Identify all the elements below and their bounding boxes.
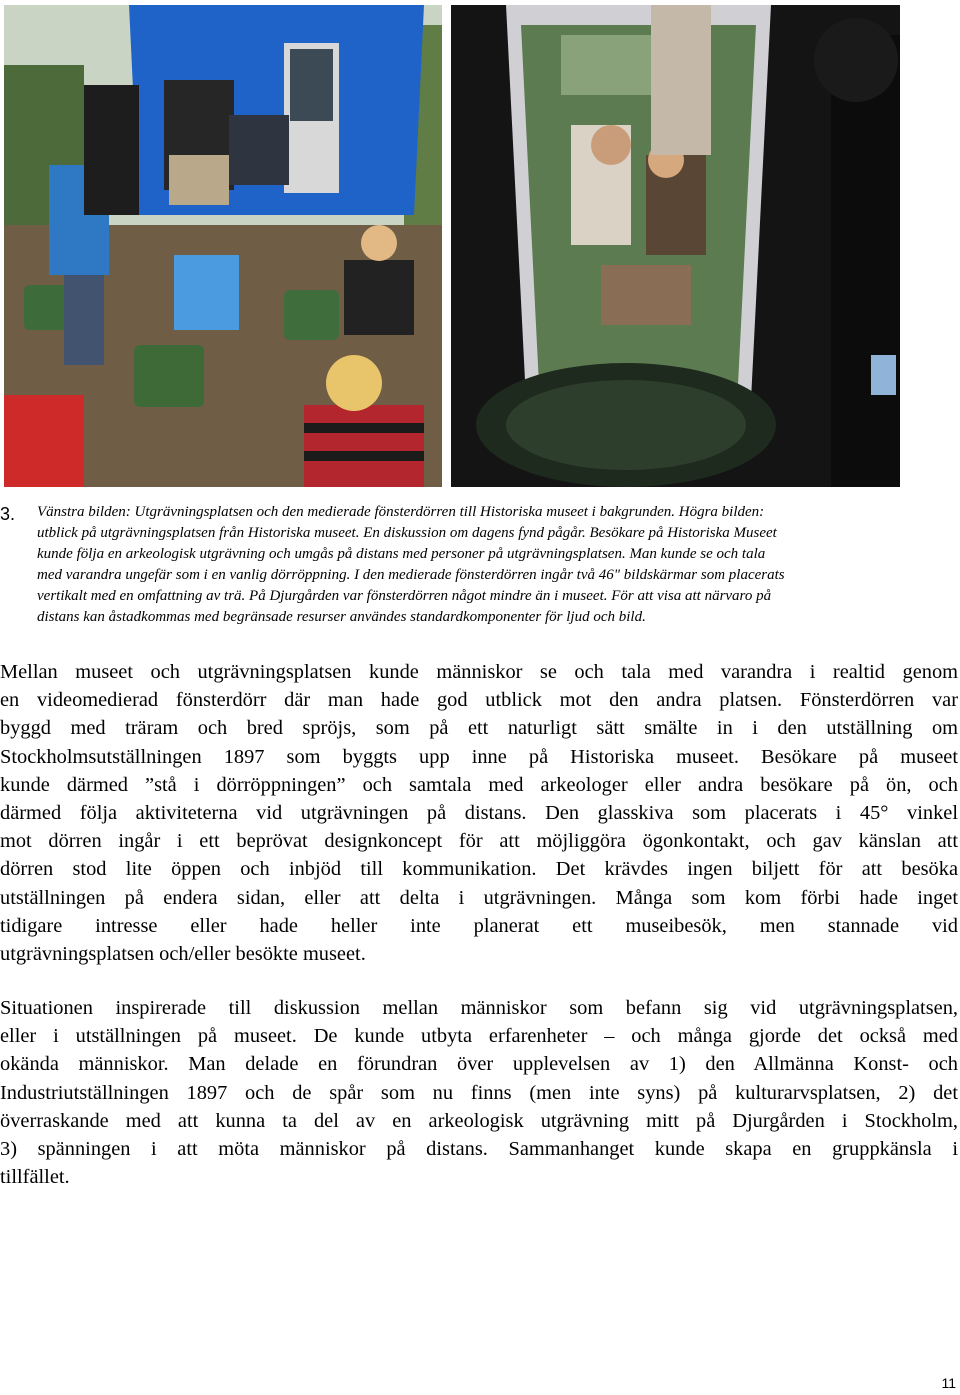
caption-number: 3.: [0, 504, 16, 524]
paragraph-line: Mellan museet och utgrävningsplatsen kunde människor se och tala med varandra i realtid genom: [0, 661, 958, 683]
paragraph-line: tidigare intresse eller hade heller inte planerat ett museibesök, men stannade vid: [0, 914, 958, 937]
paragraph-line: okända människor. Man delade en förundran över upplevelsen av 1) den Allmänna Konst- och: [0, 1053, 958, 1076]
caption-line: med varandra ungefär som i en vanlig dörröppning. I den medierade fönsterdörren ingår två 46" bildskärmar som placerats: [37, 567, 785, 583]
body-paragraph-1: [0, 658, 958, 968]
excavation-site-photo: [4, 5, 442, 487]
museum-window-door-photo: [451, 5, 900, 487]
paragraph-line: mot dörren ingår i ett beprövat designkoncept för att möjliggöra ögonkontakt, och gav känslan att: [0, 830, 958, 853]
body-paragraph-2: [0, 994, 958, 1191]
caption-line: Vänstra bilden: Utgrävningsplatsen och den medierade fönsterdörren till Historiska museet i bakgrunden. Högra bilden:: [37, 504, 765, 520]
paragraph-line: kunde därmed ”stå i dörröppningen” och samtala med arkeologer eller andra besökare på ön, och: [0, 773, 958, 796]
paragraph-line: överraskande med att kunna ta del av en arkeologisk utgrävning mitt på Djurgården i Stockholm,: [0, 1109, 958, 1132]
paragraph-line: eller i utställningen på museet. De kunde utbyta erfarenheter – och många gjorde det också med: [0, 1025, 958, 1048]
caption-line: distans kan åstadkommas med begränsade resurser användes standardkomponenter för ljud och bild.: [37, 609, 646, 625]
paragraph-line: utgrävningsplatsen och/eller besökte museet.: [0, 943, 366, 966]
paragraph-line: Situationen inspirerade till diskussion mellan människor som befann sig vid utgrävningsplatsen,: [0, 997, 958, 1019]
paragraph-line: därmed följa aktiviteterna vid utgrävningen på distans. Den glasskiva som placerats i 45° vinkel: [0, 802, 958, 825]
paragraph-line: 3) spänningen i att möta människor på distans. Sammanhanget kunde skapa en gruppkänsla i: [0, 1138, 958, 1161]
caption-line: vertikalt med en omfattning av trä. På Djurgården var fönsterdörren något mindre än i museet. För att visa att närvaro på: [37, 588, 772, 604]
paragraph-line: en videomedierad fönsterdörr där man hade god utblick mot den andra platsen. Fönsterdörren var: [0, 689, 958, 712]
paragraph-line: Stockholmsutställningen 1897 som byggts upp inne på Historiska museet. Besökare på museet: [0, 745, 958, 768]
caption-line: kunde följa en arkeologisk utgrävning och umgås på distans med personer på utgrävningsplatsen. Man kunde se och tala: [37, 546, 766, 562]
caption-line: utblick på utgrävningsplatsen från Historiska museet. En diskussion om dagens fynd pågår. Besökare på Historiska Museet: [37, 525, 777, 541]
page-number: 11: [941, 1375, 956, 1391]
paragraph-line: utställningen på endera sidan, eller att delta i utgrävningen. Många som kom förbi hade inget: [0, 886, 958, 909]
paragraph-line: tillfället.: [0, 1166, 70, 1189]
paragraph-line: dörren stod lite öppen och inbjöd till kommunikation. Det krävdes ingen biljett för att besöka: [0, 858, 958, 881]
paragraph-line: Industriutställningen 1897 och de spår som nu finns (men inte syns) på kulturarvsplatsen, 2) det: [0, 1081, 958, 1104]
paragraph-line: byggd med träram och bred spröjs, som på ett naturligt sätt smälte in i den utställning om: [0, 717, 958, 740]
caption-text: [37, 502, 957, 628]
